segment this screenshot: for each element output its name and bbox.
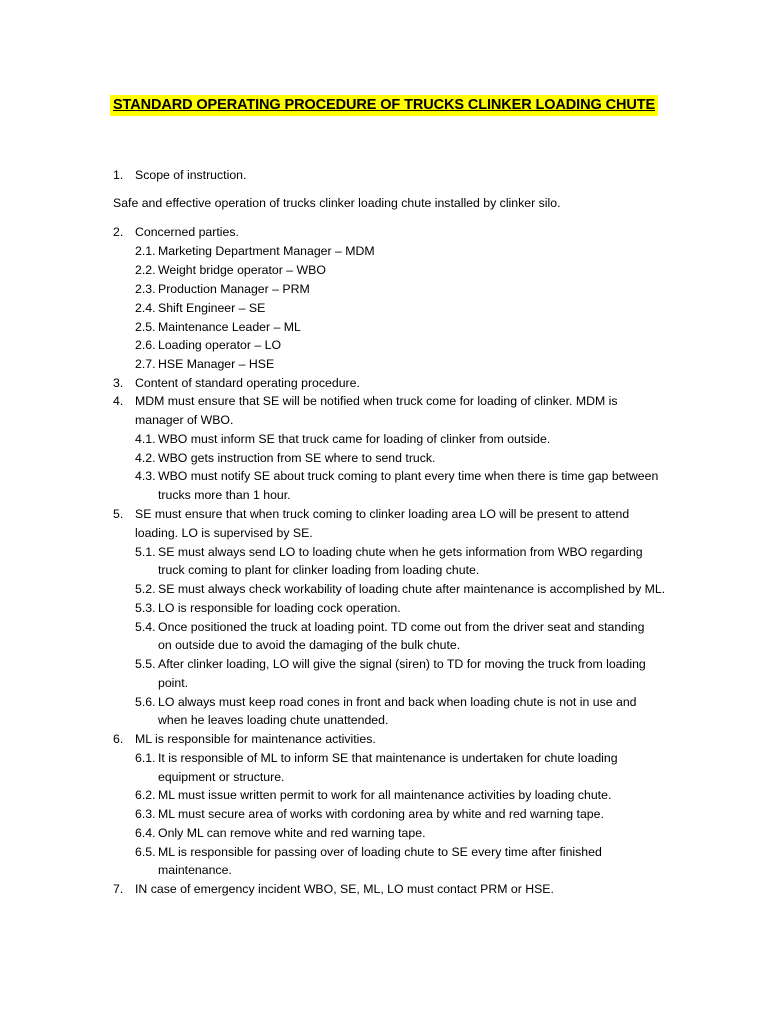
item-text-continued: truck coming to plant for clinker loading from loading chute. <box>158 563 480 577</box>
section-heading: ML is responsible for maintenance activities. <box>135 732 376 746</box>
item-text: WBO gets instruction from SE where to send truck. <box>158 451 436 465</box>
item-number: 5.5. <box>135 657 156 671</box>
item-number: 6.2. <box>135 788 156 802</box>
item-text: ML must issue written permit to work for all maintenance activities by loading chute. <box>158 788 612 802</box>
item-text: After clinker loading, LO will give the signal (siren) to TD for moving the truck from loading <box>158 657 646 671</box>
item-number: 5.6. <box>135 695 156 709</box>
item-number: 2.2. <box>135 263 156 277</box>
item-number: 6.5. <box>135 845 156 859</box>
section-number: 6. <box>113 732 124 746</box>
item-text: Loading operator – LO <box>158 338 282 352</box>
item-number: 6.4. <box>135 826 156 840</box>
item-text: LO always must keep road cones in front and back when loading chute is not in use and <box>158 695 637 709</box>
section-number: 5. <box>113 507 124 521</box>
document-title: STANDARD OPERATING PROCEDURE OF TRUCKS CLINKER LOADING CHUTE <box>110 95 658 116</box>
section-text: SE must ensure that when truck coming to clinker loading area LO will be present to attend <box>135 507 630 521</box>
item-text: Once positioned the truck at loading point. TD come out from the driver seat and standing <box>158 620 645 634</box>
section-text: MDM must ensure that SE will be notified when truck come for loading of clinker. MDM is <box>135 394 618 408</box>
item-text: Weight bridge operator – WBO <box>158 263 326 277</box>
section-heading: Content of standard operating procedure. <box>135 376 360 390</box>
item-number: 6.3. <box>135 807 156 821</box>
title-wrap <box>0 95 768 116</box>
item-number: 4.1. <box>135 432 156 446</box>
section-number: 7. <box>113 882 124 896</box>
item-text-continued: maintenance. <box>158 863 232 877</box>
section-number: 2. <box>113 225 124 239</box>
item-number: 2.1. <box>135 244 156 258</box>
item-text: Shift Engineer – SE <box>158 301 266 315</box>
section-text-continued: manager of WBO. <box>135 413 234 427</box>
item-text: SE must always send LO to loading chute when he gets information from WBO regarding <box>158 545 643 559</box>
item-text: WBO must notify SE about truck coming to plant every time when there is time gap between <box>158 469 659 483</box>
item-number: 2.7. <box>135 357 156 371</box>
item-text-continued: point. <box>158 676 189 690</box>
item-number: 2.3. <box>135 282 156 296</box>
item-number: 5.2. <box>135 582 156 596</box>
section-number: 4. <box>113 394 124 408</box>
item-text-continued: on outside due to avoid the damaging of the bulk chute. <box>158 638 461 652</box>
item-text: ML must secure area of works with cordoning area by white and red warning tape. <box>158 807 604 821</box>
item-text-continued: when he leaves loading chute unattended. <box>158 713 389 727</box>
item-text: WBO must inform SE that truck came for loading of clinker from outside. <box>158 432 551 446</box>
section-number: 1. <box>113 168 124 182</box>
item-text-continued: trucks more than 1 hour. <box>158 488 291 502</box>
section-number: 3. <box>113 376 124 390</box>
item-text: LO is responsible for loading cock operation. <box>158 601 401 615</box>
item-text-continued: equipment or structure. <box>158 770 285 784</box>
section-text-continued: loading. LO is supervised by SE. <box>135 526 313 540</box>
item-text: HSE Manager – HSE <box>158 357 275 371</box>
section-heading: Scope of instruction. <box>135 168 247 182</box>
item-number: 4.3. <box>135 469 156 483</box>
item-text: SE must always check workability of loading chute after maintenance is accomplished by ML. <box>158 582 666 596</box>
section-text: IN case of emergency incident WBO, SE, ML, LO must contact PRM or HSE. <box>135 882 554 896</box>
item-number: 4.2. <box>135 451 156 465</box>
item-text: Production Manager – PRM <box>158 282 310 296</box>
item-text: Marketing Department Manager – MDM <box>158 244 375 258</box>
item-text: ML is responsible for passing over of loading chute to SE every time after finished <box>158 845 602 859</box>
item-number: 5.3. <box>135 601 156 615</box>
item-text: Maintenance Leader – ML <box>158 320 301 334</box>
item-number: 2.4. <box>135 301 156 315</box>
item-number: 2.5. <box>135 320 156 334</box>
item-number: 5.1. <box>135 545 156 559</box>
scope-paragraph: Safe and effective operation of trucks clinker loading chute installed by clinker silo. <box>113 196 561 210</box>
item-number: 6.1. <box>135 751 156 765</box>
item-text: It is responsible of ML to inform SE that maintenance is undertaken for chute loading <box>158 751 618 765</box>
item-number: 2.6. <box>135 338 156 352</box>
section-heading: Concerned parties. <box>135 225 239 239</box>
item-text: Only ML can remove white and red warning tape. <box>158 826 426 840</box>
item-number: 5.4. <box>135 620 156 634</box>
